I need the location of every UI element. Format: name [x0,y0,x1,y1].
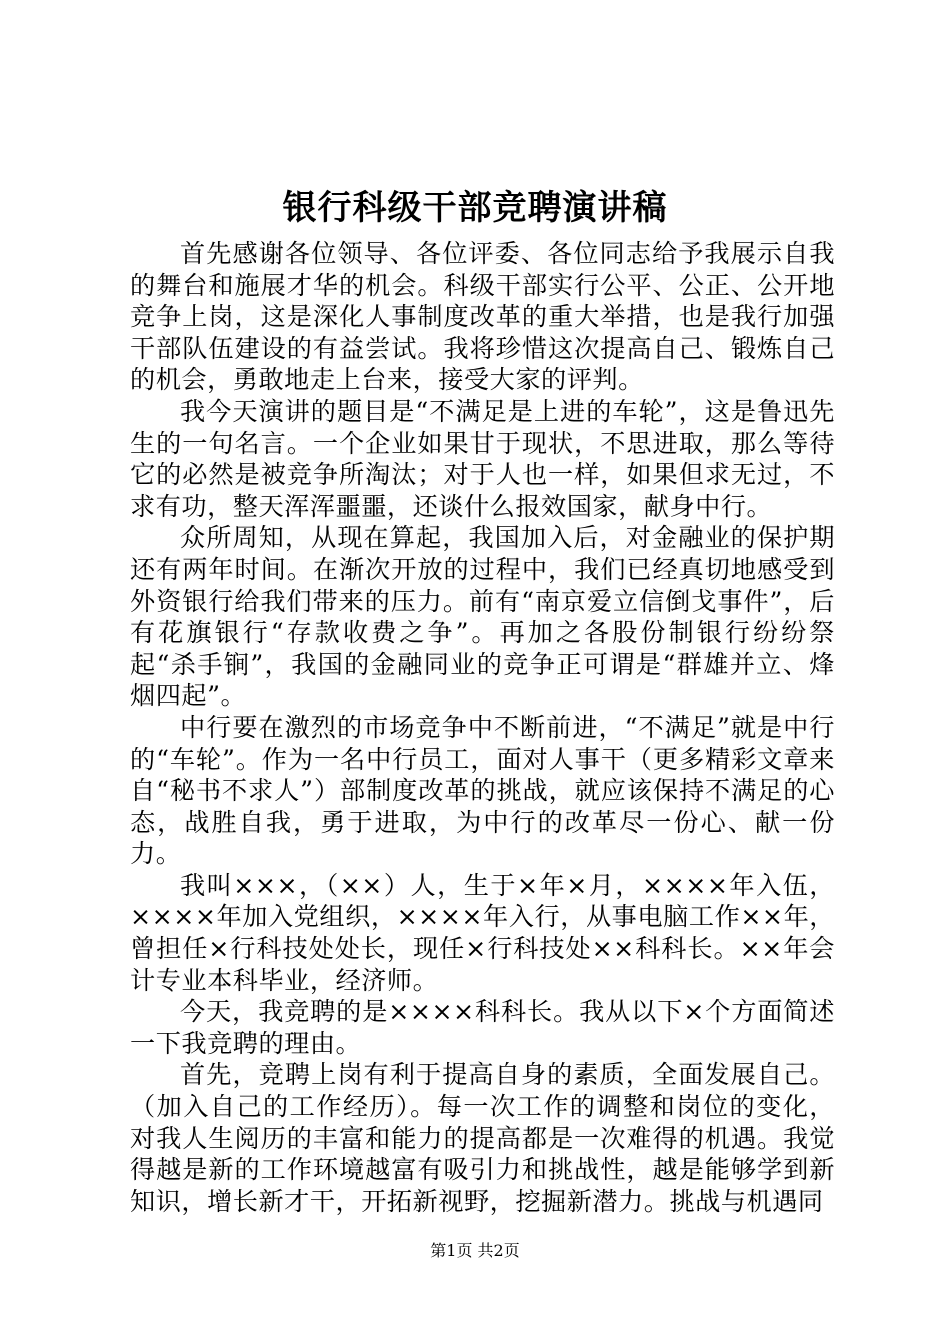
document-body [130,238,835,1217]
paragraph-3: 众所周知，从现在算起，我国加入后，对金融业的保护期还有两年时间。在渐次开放的过程中，我们已经真切地感受到外资银行给我们带来的压力。前有“南京爱立信倒戈事件”，后有花旗银行“存款收费之争”。再加之各股份制银行纷纷祭起“杀手锏”，我国的金融同业的竞争正可谓是“群雄并立、烽烟四起”。 [130,523,835,711]
paragraph-5: 我叫×××，（××）人，生于×年×月，××××年入伍，××××年加入党组织，××××年入行，从事电脑工作××年，曾担任×行科技处处长，现任×行科技处××科科长。××年会计专业本科毕业，经济师。 [130,870,835,995]
paragraph-2: 我今天演讲的题目是“不满足是上进的车轮”，这是鲁迅先生的一句名言。一个企业如果甘于现状，不思进取，那么等待它的必然是被竞争所淘汰；对于人也一样，如果但求无过，不求有功，整天浑浑噩噩，还谈什么报效国家，献身中行。 [130,396,835,521]
paragraph-6: 今天，我竞聘的是××××科科长。我从以下×个方面简述一下我竞聘的理由。 [130,997,835,1058]
paragraph-1: 首先感谢各位领导、各位评委、各位同志给予我展示自我的舞台和施展才华的机会。科级干部实行公平、公正、公开地竞争上岗，这是深化人事制度改革的重大举措，也是我行加强干部队伍建设的有益尝试。我将珍惜这次提高自己、锻炼自己的机会，勇敢地走上台来，接受大家的评判。 [130,239,835,395]
paragraph-4: 中行要在激烈的市场竞争中不断前进，“不满足”就是中行的“车轮”。作为一名中行员工，面对人事干（更多精彩文章来自“秘书不求人”）部制度改革的挑战，就应该保持不满足的心态，战胜自我，勇于进取，为中行的改革尽一份心、献一份力。 [130,712,835,869]
page-number-footer: 第1页 共2页 [430,1241,520,1260]
paragraph-7: 首先，竞聘上岗有利于提高自身的素质，全面发展自己。（加入自己的工作经历）。每一次工作的调整和岗位的变化，对我人生阅历的丰富和能力的提高都是一次难得的机遇。我觉得越是新的工作环境越富有吸引力和挑战性，越是能够学到新知识，增长新才干，开拓新视野，挖掘新潜力。挑战与机遇同 [130,1060,835,1216]
document-title: 银行科级干部竞聘演讲稿 [282,188,668,228]
